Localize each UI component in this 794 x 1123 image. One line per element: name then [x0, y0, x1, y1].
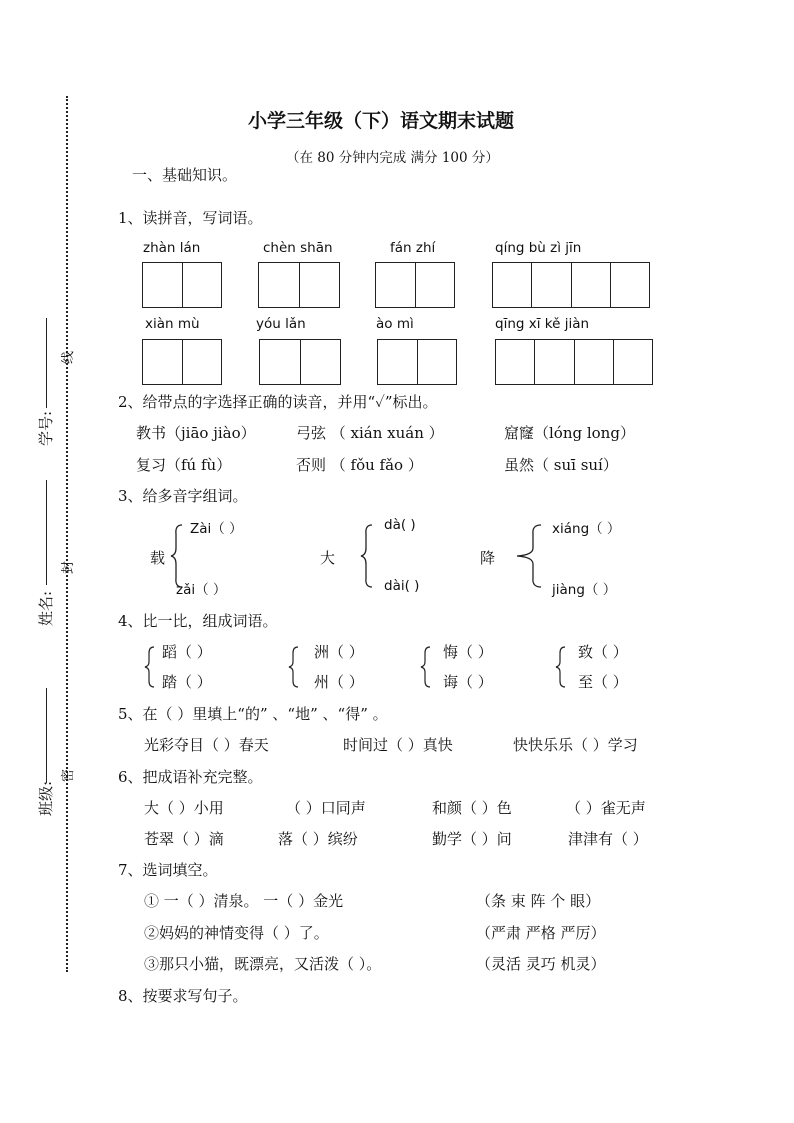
q6-item[interactable]: 落（ ）缤纷 [278, 830, 358, 848]
q3-char: 大 [320, 549, 336, 567]
pinyin-label: qīng xī kě jiàn [495, 316, 590, 332]
name-label: 姓名: [37, 590, 56, 627]
pinyin-label: zhàn lán [143, 240, 201, 256]
seal-xian: 线 [61, 350, 77, 365]
q6-item[interactable]: （ ）口同声 [286, 799, 366, 817]
name-line [46, 480, 47, 585]
q6-item[interactable]: 大（ ）小用 [144, 799, 224, 817]
writing-grid[interactable] [492, 262, 650, 308]
seal-mi: 密 [61, 768, 77, 783]
q3-entry[interactable]: dài( ) [384, 578, 420, 594]
q3-entry[interactable]: Zài（ ） [190, 521, 243, 537]
pinyin-label: fán zhí [390, 240, 436, 256]
q7-options: （条 束 阵 个 眼） [476, 892, 601, 910]
page-subtitle: （在 80 分钟内完成 满分 100 分） [286, 150, 499, 166]
q6-item[interactable]: 津津有（ ） [568, 830, 648, 848]
q2-item[interactable]: 复习（fú fù） [136, 456, 232, 474]
q3-entry[interactable]: dà( ) [384, 517, 416, 533]
q4-item[interactable]: 诲（ ） [443, 673, 493, 691]
q2-item[interactable]: 教书（jiāo jiào） [136, 424, 256, 442]
student-no-label: 学号: [37, 410, 56, 447]
q7-line[interactable]: ③那只小猫，既漂亮，又活泼（ ）。 [144, 955, 382, 973]
q4-title: 4、比一比，组成词语。 [118, 612, 278, 630]
brace-icon [360, 524, 374, 588]
writing-grid[interactable] [258, 262, 340, 308]
pinyin-label: yóu lǎn [256, 316, 306, 332]
pinyin-label: chèn shān [263, 240, 333, 256]
writing-grid[interactable] [495, 339, 653, 385]
q2-item[interactable]: 否则 （ fǒu fǎo ） [296, 456, 423, 474]
q4-item[interactable]: 洲（ ） [314, 643, 364, 661]
brace-icon [555, 646, 567, 688]
writing-grid[interactable] [142, 339, 222, 385]
q5-item[interactable]: 快快乐乐（ ）学习 [513, 736, 638, 754]
q2-item[interactable]: 弓弦 （ xián xuán ） [296, 424, 444, 442]
q4-item[interactable]: 踏（ ） [162, 673, 212, 691]
writing-grid[interactable] [377, 339, 457, 385]
q7-options: （灵活 灵巧 机灵） [476, 955, 606, 973]
q6-title: 6、把成语补充完整。 [118, 768, 263, 786]
q2-item[interactable]: 虽然（ suī suí） [504, 456, 618, 474]
brace-icon [515, 524, 543, 588]
q6-item[interactable]: （ ）雀无声 [566, 799, 646, 817]
q5-title: 5、在（ ）里填上“的” 、“地” 、“得” 。 [118, 705, 388, 723]
q3-char: 载 [150, 549, 166, 567]
writing-grid[interactable] [142, 262, 222, 308]
q2-title: 2、给带点的字选择正确的读音，并用“✓”标出。 [118, 393, 438, 411]
pinyin-label: ào mì [376, 316, 414, 332]
q3-title: 3、给多音字组词。 [118, 487, 248, 505]
q4-item[interactable]: 悔（ ） [443, 643, 493, 661]
pinyin-label: xiàn mù [145, 316, 200, 332]
q4-item[interactable]: 州（ ） [314, 673, 364, 691]
class-label: 班级: [37, 780, 56, 817]
q7-options: （严肃 严格 严厉） [476, 924, 606, 942]
student-no-line [46, 318, 47, 408]
writing-grid[interactable] [375, 262, 455, 308]
q1-title: 1、读拼音，写词语。 [118, 209, 263, 227]
brace-icon [420, 646, 432, 688]
writing-grid[interactable] [259, 339, 341, 385]
q2-item[interactable]: 窟窿（lóng long） [504, 424, 635, 442]
q4-item[interactable]: 至（ ） [578, 673, 628, 691]
q5-item[interactable]: 时间过（ ）真快 [343, 736, 453, 754]
brace-icon [288, 646, 300, 688]
q5-item[interactable]: 光彩夺目（ ）春天 [144, 736, 269, 754]
section-title: 一、基础知识。 [132, 166, 238, 184]
class-line [46, 688, 47, 783]
binding-dotted-line [66, 96, 68, 972]
q6-item[interactable]: 勤学（ ）问 [432, 830, 512, 848]
pinyin-label: qíng bù zì jīn [495, 240, 582, 256]
q3-char: 降 [480, 549, 496, 567]
q3-entry[interactable]: jiàng（ ） [552, 582, 617, 598]
brace-icon [144, 646, 156, 688]
q8-title: 8、按要求写句子。 [118, 987, 248, 1005]
q6-item[interactable]: 苍翠（ ）滴 [144, 830, 224, 848]
seal-feng: 封 [61, 560, 77, 575]
q6-item[interactable]: 和颜（ ）色 [432, 799, 512, 817]
q4-item[interactable]: 蹈（ ） [162, 643, 212, 661]
q7-line[interactable]: ②妈妈的神情变得（ ）了。 [144, 924, 329, 942]
q7-title: 7、选词填空。 [118, 861, 218, 879]
q7-line[interactable]: ① 一（ ）清泉。 一（ ）金光 [144, 892, 344, 910]
q3-entry[interactable]: zǎi（ ） [176, 582, 227, 598]
q3-entry[interactable]: xiáng（ ） [552, 521, 621, 537]
page-title: 小学三年级（下）语文期末试题 [248, 110, 515, 132]
q4-item[interactable]: 致（ ） [578, 643, 628, 661]
